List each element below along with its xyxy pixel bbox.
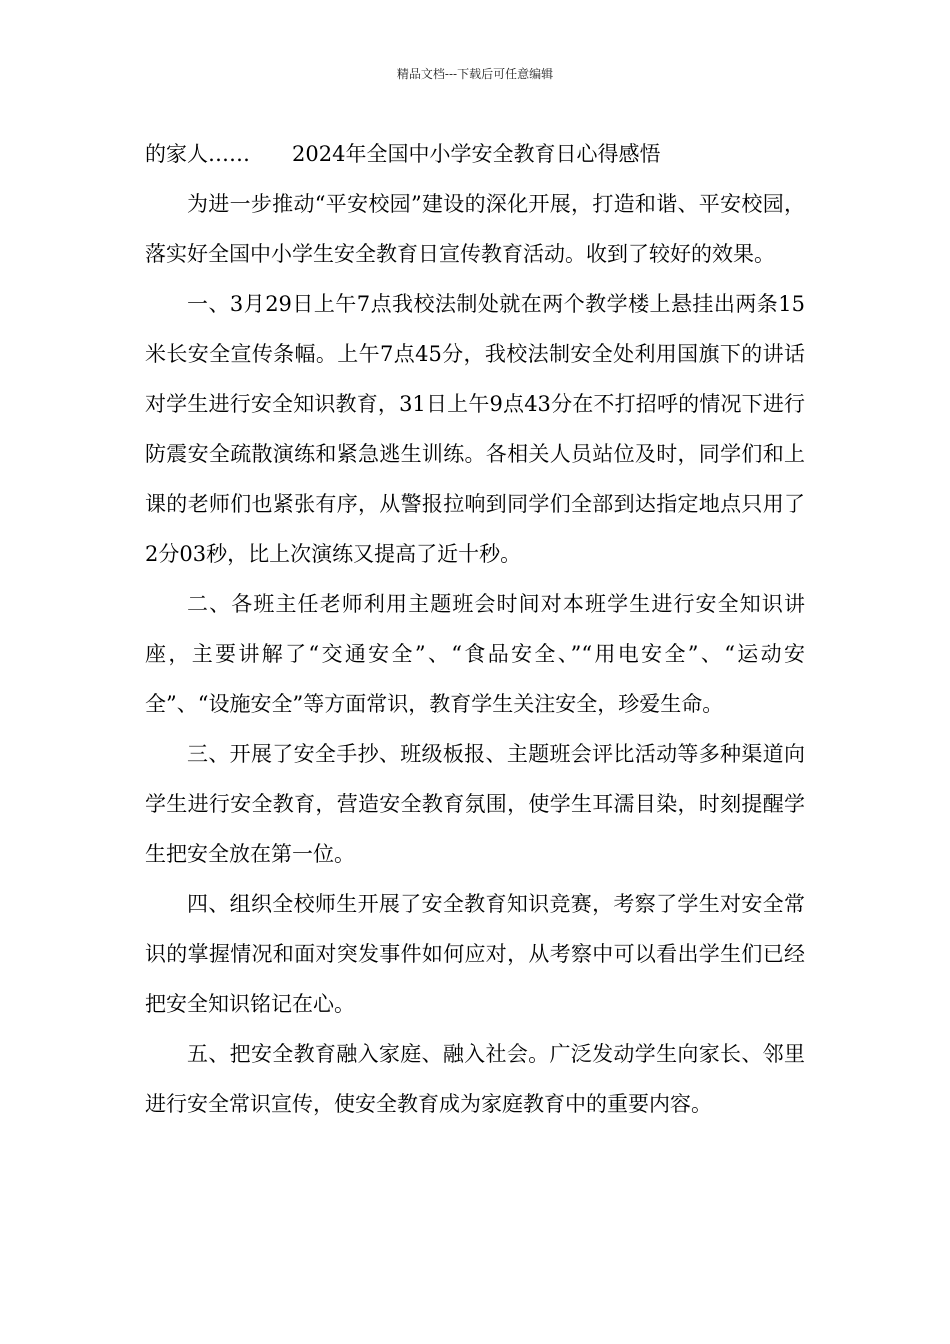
paragraph-1: 一、3月29日上午7点我校法制处就在两个教学楼上悬挂出两条15米长安全宣传条幅。上午7点45分，我校法制安全处利用国旗下的讲话对学生进行安全知识教育，31日上午9点43分在不打招呼的情况下进行防震安全疏散演练和紧急逃生训练。各相关人员站位及时，同学们和上课的老师们也紧张有序，从警报拉响到同学们全部到达指定地点只用了2分03秒，比上次演练又提高了近十秒。	[145, 292, 805, 566]
paragraph-4: 四、组织全校师生开展了安全教育知识竞赛，考察了学生对安全常识的掌握情况和面对突发事件如何应对，从考察中可以看出学生们已经把安全知识铭记在心。	[145, 892, 805, 1016]
paragraph-3: 三、开展了安全手抄、班级板报、主题班会评比活动等多种渠道向学生进行安全教育，营造安全教育氛围，使学生耳濡目染，时刻提醒学生把安全放在第一位。	[145, 742, 805, 866]
page-header: 精品文档---下载后可任意编辑	[396, 67, 554, 81]
lead-fragment: 的家人……	[145, 142, 250, 166]
lead-line	[145, 129, 805, 179]
document-title: 2024年全国中小学安全教育日心得感悟	[292, 142, 661, 166]
paragraph-2: 二、各班主任老师利用主题班会时间对本班学生进行安全知识讲座，主要讲解了“交通安全”、“食品安全、”“用电安全”、“运动安全”、“设施安全”等方面常识，教育学生关注安全，珍爱生命。	[145, 592, 805, 716]
document-body	[145, 129, 805, 1129]
paragraph-intro: 为进一步推动“平安校园”建设的深化开展，打造和谐、平安校园，落实好全国中小学生安全教育日宣传教育活动。收到了较好的效果。	[145, 192, 805, 266]
paragraph-5: 五、把安全教育融入家庭、融入社会。广泛发动学生向家长、邻里进行安全常识宣传，使安全教育成为家庭教育中的重要内容。	[145, 1042, 805, 1116]
